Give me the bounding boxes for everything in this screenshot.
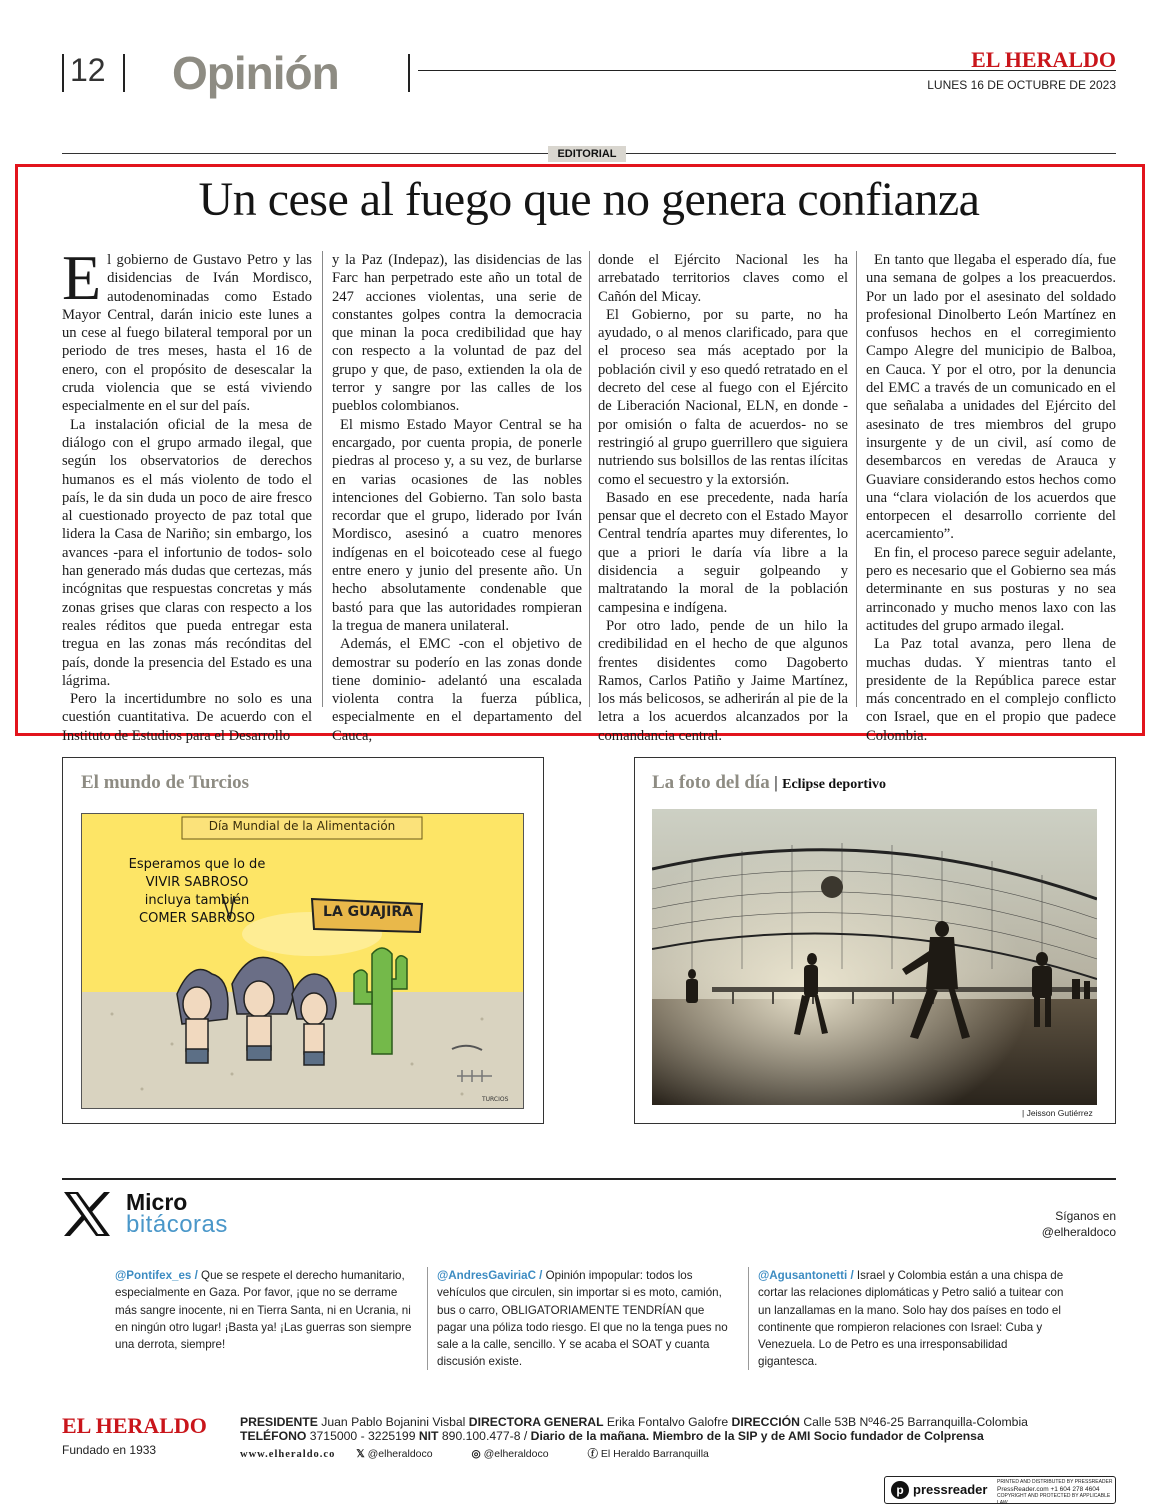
tweet-handle[interactable]: @Agusantonetti / <box>758 1269 854 1282</box>
tweet-divider <box>427 1267 428 1370</box>
footer-credits-line-2: TELÉFONO 3715000 - 3225199 NIT 890.100.477-8 / Diario de la mañana. Miembro de la SIP y de AMI Socio fundador de Colprensa <box>240 1429 984 1443</box>
editorial-label: EDITORIAL <box>548 146 626 162</box>
column-divider <box>322 251 323 707</box>
follow-us: Síganos en @elheraldoco <box>1041 1209 1116 1239</box>
microbitacoras-title: Micro <box>126 1189 188 1215</box>
column-divider <box>856 251 857 707</box>
tweet-handle[interactable]: @AndresGaviriaC / <box>437 1269 543 1282</box>
paragraph: El gobierno de Gustavo Petro y las disidencias de Iván Mordisco, autodenominadas como Estado Mayor Central, darán inicio este lunes a un cese al fuego bilateral temporal por un periodo de tres meses, hasta el 16 de enero, con el propósito de desescalar la cruda violencia que se está viviendo especialmente en el sur del país. <box>62 242 312 415</box>
pressreader-wordmark: pressreader <box>913 1482 988 1497</box>
paragraph: y la Paz (Indepaz), las disidencias de las Farc han perpetrado este año un total de 247 acciones violentas, una serie de constantes golpes contra la democracia que minan la poca credibilidad que hay con respecto a la voluntad de paz del grupo y que, de paso, extienden la ola de terror y sangre por las calles de los pueblos colombianos. <box>332 252 582 415</box>
footer-credits-line-1: PRESIDENTE Juan Pablo Bojanini Visbal DIRECTORA GENERAL Erika Fontalvo Galofre DIRECCIÓN Calle 53B Nº46-25 Barranquilla-Colombia <box>240 1415 1028 1429</box>
paragraph: Pero la incertidumbre no solo es una cuestión cuantitativa. De acuerdo con el Instituto de Estudios para el Desarrollo <box>62 691 312 744</box>
beach-volleyball-photo <box>652 809 1097 1105</box>
issue-date: LUNES 16 DE OCTUBRE DE 2023 <box>927 78 1116 92</box>
paragraph: Basado en ese precedente, nada haría pensar que el decreto con el Estado Mayor Central tendría apartes muy diferentes, lo que a priori le daría vía libre a la disidencia a seguir golpeando y maltratando la moral de la población campesina e indígena. <box>598 489 848 616</box>
drop-cap: E <box>62 242 102 313</box>
tweet <box>758 1267 1068 1371</box>
cartoon-box-title: El mundo de Turcios <box>81 772 250 793</box>
instagram-icon: ◎ <box>471 1448 484 1460</box>
masthead-logo: EL HERALDO <box>971 47 1116 72</box>
column-divider <box>589 251 590 707</box>
footer-logo: EL HERALDO <box>62 1413 207 1438</box>
follow-handle[interactable]: @elheraldoco <box>1041 1225 1116 1239</box>
tweet-text: Opinión impopular: todos los vehículos que circulen, sin importar si es moto, camión, bus o carro, OBLIGATORIAMENTE TENDRÍAN que pagar una póliza todo riesgo. El que no la tenga pues no sale a la calle, sencillo. Y se acaba el SOAT y cuanta discusión existe. <box>437 1269 728 1369</box>
paragraph: donde el Ejército Nacional les ha arrebatado territorios claves como el Cañón del Micay. <box>598 252 848 305</box>
pressreader-fineprint: PRINTED AND DISTRIBUTED BY PRESSREADER PressReader.com +1 604 278 4604 COPYRIGHT AND PROTECTED BY APPLICABLE LAW <box>997 1479 1113 1506</box>
photo-box-header <box>652 772 886 794</box>
title-separator: | <box>773 773 779 792</box>
section-rule <box>62 1178 1116 1180</box>
tweet-handle[interactable]: @Pontifex_es / <box>115 1269 198 1282</box>
facebook-link[interactable]: ⓕ El Heraldo Barranquilla <box>587 1448 709 1460</box>
paragraph: El mismo Estado Mayor Central se ha encargado, por cuenta propia, de ponerle piedras al proceso y, a su vez, de burlarse en varias ocasiones de las nobles intenciones del Gobierno. Tan solo basta recordar que el grupo, liderado por Iván Mordisco, asesinó a cuatro menores indígenas en el boicoteado cese al fuego entre enero y junio del presente año. Un hecho absolutamente condenable que bastó para que las autoridades rompieran la tregua de manera unilateral. <box>332 416 582 634</box>
instagram-link[interactable]: ◎ @elheraldoco <box>471 1448 549 1460</box>
editorial-column-1 <box>62 242 312 745</box>
facebook-icon: ⓕ <box>587 1448 601 1460</box>
footer-social-links <box>240 1446 745 1461</box>
cartoon-banner: Día Mundial de la Alimentación <box>208 819 396 833</box>
paragraph: En fin, el proceso parece seguir adelante, pero es necesario que el Gobierno sea más determinante en sus posturas y no sea arrinconado y mucho menos laxo con las actitudes del grupo armado ilegal. <box>866 544 1116 634</box>
microbitacoras-subtitle: bitácoras <box>126 1211 228 1238</box>
cartoon-speech-bubble: Esperamos que lo de VIVIR SABROSO incluya también COMER SABROSO <box>128 857 266 926</box>
x-logo-icon <box>62 1190 112 1238</box>
section-title: Opinión <box>172 47 339 99</box>
photo-subtitle: Eclipse deportivo <box>782 777 886 792</box>
header-divider <box>62 54 64 92</box>
x-link[interactable]: 𝕏 @elheraldoco <box>356 1448 433 1460</box>
header-divider <box>123 54 125 92</box>
tweet-text: Que se respete el derecho humanitario, especialmente en Gaza. Por favor, ¡que no se derrame más sangre inocente, ni en Tierra Santa, ni en Ucrania, ni en ningún otro lugar! ¡Basta ya! ¡Las guerras son siempre una derrota, siempre! <box>115 1269 412 1352</box>
paragraph: La instalación oficial de la mesa de diálogo con el grupo armado ilegal, que según los observatorios de derechos humanos es el más violento de todo el país, le da sin duda un poco de aire fresco al cuestionado proyecto de paz total que lidera la Casa de Nariño; sin embargo, los avances -para el infortunio de todos- solo han generado más dudas que certezas, más incógnitas que respuestas concretas y más zonas grises que claras con respecto a los reales réditos que pueda entregar esta tregua en las zonas más recónditas del país, donde la presencia del Estado es una lágrima. <box>62 416 312 689</box>
header-divider <box>408 54 410 92</box>
cartoon-sign-text: LA GUAJIRA <box>323 904 413 920</box>
editorial-column-3 <box>598 251 848 745</box>
pressreader-icon: p <box>891 1481 909 1499</box>
paragraph: La Paz total avanza, pero llena de muchas dudas. Y mientras tanto el presidente de la República parece estar más concentrado en el complejo conflicto con Israel, que en el propio que padece Colombia. <box>866 636 1116 744</box>
tweet <box>437 1267 737 1371</box>
cartoon-image <box>81 813 524 1109</box>
tweet-text: Israel y Colombia están a una chispa de cortar las relaciones diplomáticas y Petro salió a tuitear con un lanzallamas en la mano. Solo hay dos países en todo el continente que rompieron relaciones con Israel: Cuba y Venezuela. Lo de Petro es una irresponsabilidad gigantesca. <box>758 1269 1064 1369</box>
paragraph: Además, el EMC -con el objetivo de demostrar su poderío en las zonas donde tiene dominio- adelantó una escalada violenta contra la fuerza pública, especialmente en el departamento del Cauca, <box>332 636 582 744</box>
pressreader-badge <box>884 1476 1116 1504</box>
photo-box-title: La foto del día <box>652 772 770 793</box>
tweet-divider <box>748 1267 749 1370</box>
editorial-column-2 <box>332 251 582 745</box>
paragraph: Por otro lado, pende de un hilo la credibilidad en el hecho de que algunos frentes disidentes como Dagoberto Ramos, Carlos Patiño y Jaime Martínez, los más belicosos, se adherirán al pie de la letra a los acuerdos alcanzados por la comandancia central. <box>598 617 848 744</box>
cartoon-signature: TURCIOS <box>482 1096 509 1103</box>
x-icon: 𝕏 <box>356 1448 368 1460</box>
editorial-title: Un cese al fuego que no genera confianza <box>198 173 980 226</box>
photo-credit: | Jeisson Gutiérrez <box>1022 1108 1093 1118</box>
website-link[interactable]: www.elheraldo.co <box>240 1449 336 1460</box>
paragraph: En tanto que llegaba el esperado día, fue una semana de golpes a los preacuerdos. Por un lado por el asesinato del soldado profesional Dinolberto León Martínez en confusos hechos en el corregimiento Campo Alegre del municipio de Balboa, en Cauca. Y por el otro, por la denuncia del EMC a través de un comunicado en el que señalaba a unidades del Ejército del asesinato de tres miembros del grupo insurgente y de un civil, así como de desembarcos en veredas de Arauca y Guaviare considerando estos hechos como una “clara violación de los acuerdos que entorpecen el desarrollo corriente del acercamiento”. <box>866 252 1116 543</box>
tweet <box>115 1267 415 1353</box>
page-number: 12 <box>70 52 106 88</box>
paragraph: El Gobierno, por su parte, no ha ayudado, o al menos clarificado, para que el proceso sea más aceptado por la población civil y eso quedó retratado en el decreto del cese al fuego con el Ejército de Liberación Nacional, ELN, en donde -por omisión o falta de acuerdos- no se restringió al grupo guerrillero que siguiera nutriendo sus bolsillos de las rentas ilícitas como el secuestro y la extorsión. <box>598 306 848 488</box>
editorial-column-4 <box>866 251 1116 745</box>
photo-of-the-day <box>652 809 1097 1105</box>
founded-text: Fundado en 1933 <box>62 1443 157 1457</box>
